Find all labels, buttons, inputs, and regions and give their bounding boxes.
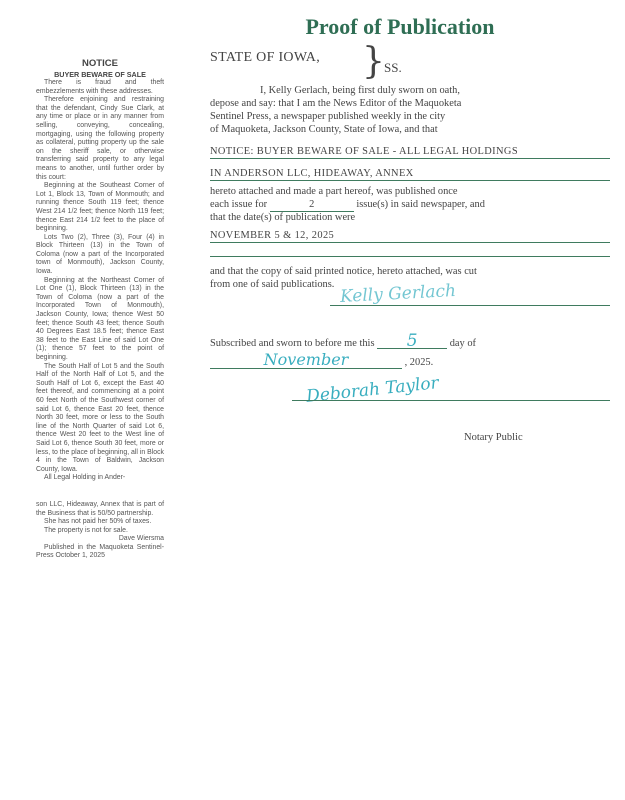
notice-paragraph: Beginning at the Northeast Corner of Lot One (1), Block Thirteen (13) in the Town of Coloma (now a part of the Incorporated Town of Monmouth), Jackson County, Iowa; thence West 50 feet; thence South 43 feet; thence South 40 Degrees East 18.5 feet; thence East 38 feet to the East Line of said Lot One (1); thence 57 feet to the point of beginning. <box>36 276 164 361</box>
month-line <box>210 352 610 369</box>
year-suffix: , 2025. <box>404 357 434 368</box>
notice-paragraph: She has not paid her 50% of taxes. <box>44 518 152 526</box>
notice-paragraph: Lots Two (2), Three (3), Four (4) in Block Thirteen (13) in the Town of Coloma (now a part of the Incorporated town of Monmouth), Jackson County, Iowa. <box>36 233 164 276</box>
dates-intro: that the date(s) of publication were <box>210 212 356 223</box>
each-issue-prefix: each issue for <box>210 199 268 210</box>
notice-title-line-1: NOTICE: BUYER BEWARE OF SALE - ALL LEGAL HOLDINGS <box>210 146 610 159</box>
subscribed-prefix: Subscribed and sworn to before me this <box>210 338 375 349</box>
body-line: I, Kelly Gerlach, being first duly sworn on oath, <box>260 85 460 96</box>
publication-dates: NOVEMBER 5 & 12, 2025 <box>210 230 610 243</box>
day-value: 5 <box>377 334 447 349</box>
notary-label: Notary Public <box>464 432 523 443</box>
body-line: depose and say: that I am the News Editor of the Maquoketa <box>210 98 462 110</box>
notice-paragraph: son LLC, Hideaway, Annex that is part of the Business that is 50/50 partnership. <box>36 500 164 517</box>
notice-paragraph: The property is not for sale. <box>44 526 128 534</box>
attached-text: hereto attached and made a part hereof, was published once <box>210 186 458 197</box>
notice-subheading: BUYER BEWARE OF SALE <box>54 70 146 79</box>
notice-paragraph: Therefore enjoining and restraining that the defendant, Cindy Sue Clark, at any time or place or in any manner from selling, conveying, concealing, mortgaging, using the following property as collateral, putting property up the sale on the sheriff sale, or otherwise transferring said property to any legal means to another, until further order by this court: <box>36 96 164 181</box>
body-line: of Maquoketa, Jackson County, State of Iowa, and that <box>210 124 438 136</box>
notice-clipping <box>36 58 164 561</box>
notice-paragraph: The South Half of Lot 5 and the South Half of the North Half of Lot 5, and the South Half of Lot 6, except the East 40 feet thereof, and commencing at a point 60 feet North of the Southwest corner of said Lot 6, thence East 20 feet, thence North 30 feet, more or less to the South line of the North Quarter of said Lot 6, thence West 20 feet to the West line of Said Lot 6, thence South 30 feet, more or less, to the place of beginning, all in Block 4 in the Town of Baldwin, Jackson County, Iowa. <box>36 362 164 473</box>
ss-mark: SS. <box>384 60 402 75</box>
notary-signature-line <box>292 400 610 401</box>
editor-signature-line <box>330 305 610 306</box>
affidavit-body <box>210 84 610 136</box>
notice-paragraph: All Legal Holding in Ander- <box>44 474 126 482</box>
editor-signature: Kelly Gerlach <box>339 280 457 308</box>
document-title: Proof of Publication <box>305 14 495 39</box>
blank-rule <box>210 256 610 257</box>
subscribed-line <box>210 331 610 351</box>
copy-line-1: and that the copy of said printed notice, hereto attached, was cut <box>210 266 477 277</box>
copy-line-2: from one of said publications. <box>210 279 335 290</box>
notice-paragraph: Beginning at the Southeast Corner of Lot 1, Block 13, Town of Monmouth; and running thence South 119 feet; thence West 214 1/2 feet; thence North 119 feet; thence East 214 1/2 feet to the place of beginning. <box>36 182 164 233</box>
notice-title-line-2: IN ANDERSON LLC, HIDEAWAY, ANNEX <box>210 168 610 181</box>
notice-signer: Dave Wiersma <box>118 535 164 543</box>
body-line: Sentinel Press, a newspaper published weekly in the city <box>210 111 446 123</box>
each-issue-line <box>210 199 610 212</box>
clipping-gap <box>36 483 164 501</box>
month-value: November <box>210 352 402 369</box>
state-heading: STATE OF IOWA, <box>210 50 321 65</box>
notice-heading: NOTICE <box>82 58 118 69</box>
notary-signature: Deborah Taylor <box>305 373 440 407</box>
notice-paragraph: There is fraud and theft embezzlements with these addresses. <box>36 79 164 95</box>
day-suffix: day of <box>449 338 476 349</box>
each-issue-suffix: issue(s) in said newspaper, and <box>356 199 485 210</box>
notice-published-line: Published in the Maquoketa Sentinel-Press October 1, 2025 <box>36 543 164 560</box>
brace-mark: } <box>362 41 385 82</box>
issue-count: 2 <box>270 199 354 212</box>
